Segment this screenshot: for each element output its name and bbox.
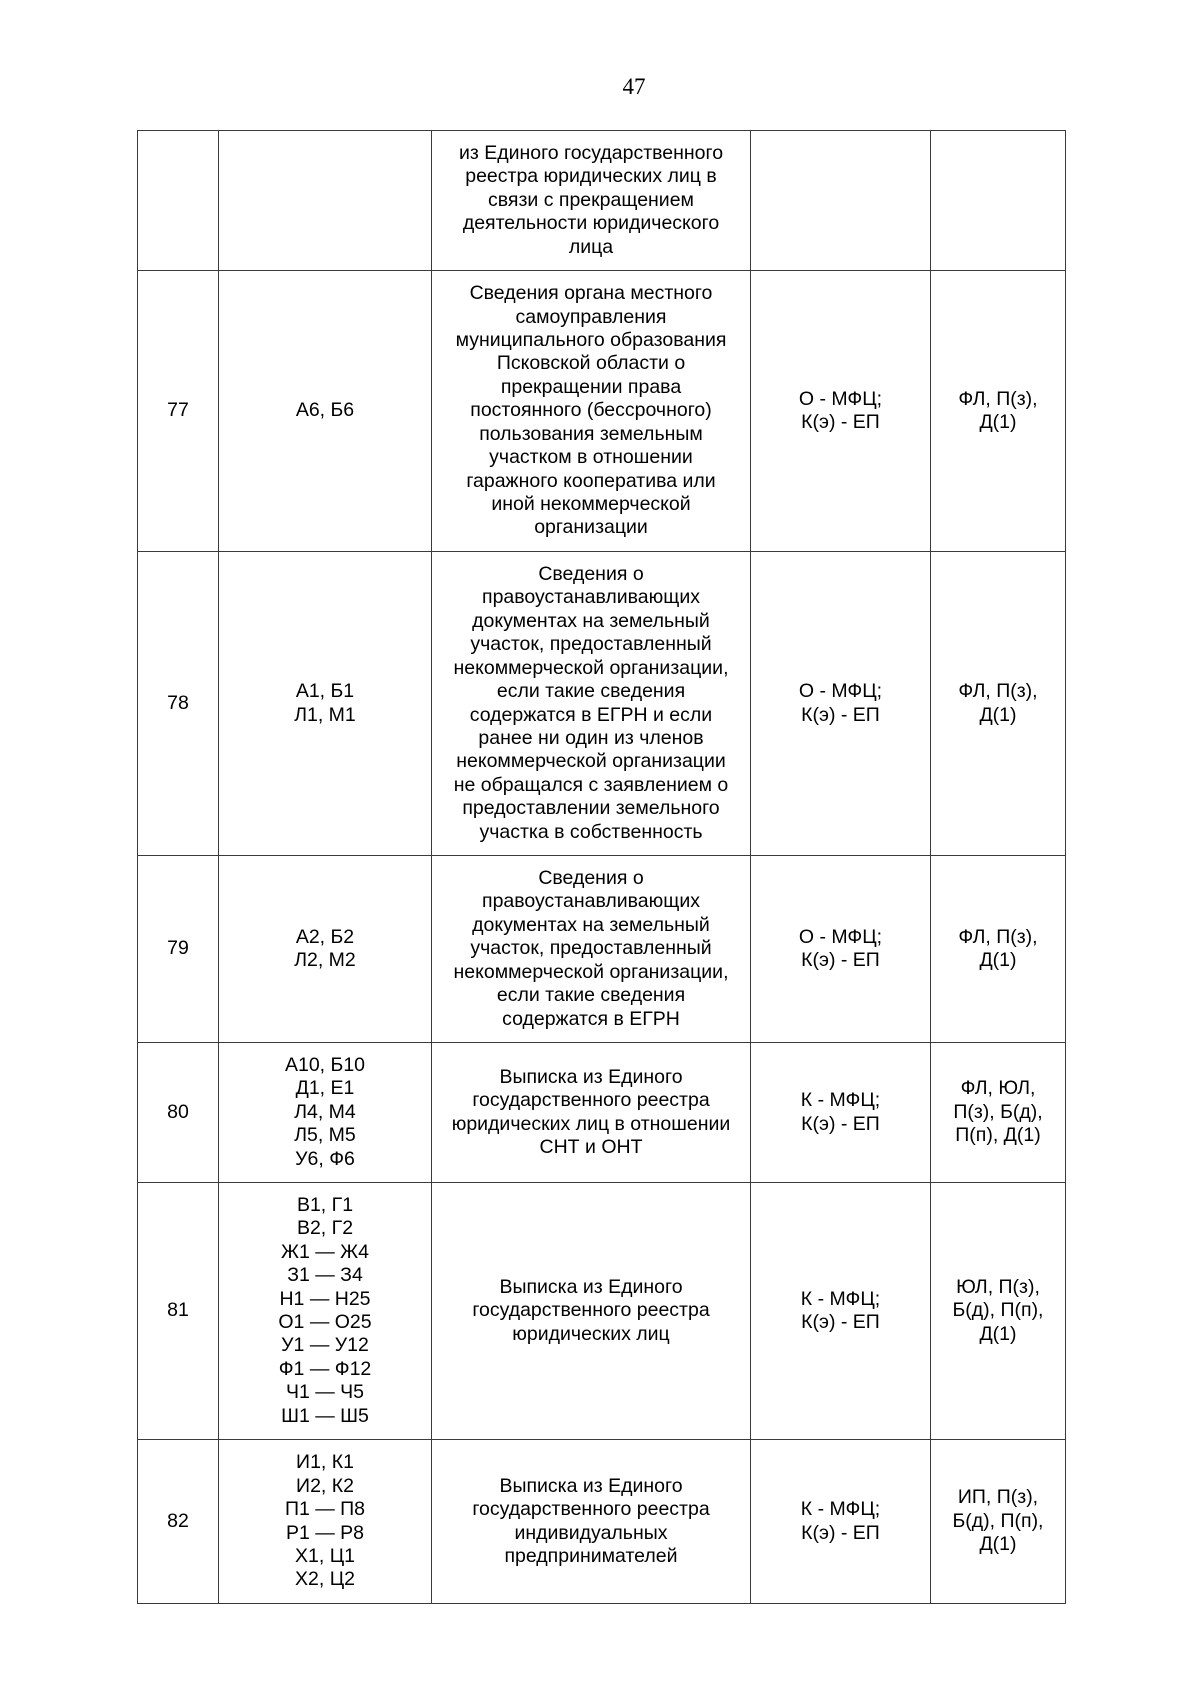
cell-line: участком в отношении	[489, 446, 693, 469]
cell-line: прекращении права	[500, 375, 682, 398]
applicants-cell	[931, 271, 1066, 552]
cell-line: К(э) - ЕП	[801, 1112, 880, 1135]
method-cell	[751, 552, 931, 856]
method-cell	[751, 1440, 931, 1604]
cell-line: В2, Г2	[296, 1217, 354, 1240]
cell-line: документах на земельный	[472, 913, 710, 936]
codes-cell	[219, 271, 432, 552]
cell-line: Ш1 — Ш5	[281, 1404, 369, 1427]
applicants-cell	[931, 856, 1066, 1043]
method-cell	[751, 131, 931, 271]
row-number-cell	[138, 856, 219, 1043]
cell-line: Псковской области о	[496, 352, 686, 375]
cell-line: ЮЛ, П(з),	[956, 1275, 1040, 1298]
cell-line: У6, Ф6	[295, 1147, 355, 1170]
cell-line: Ф1 — Ф12	[278, 1357, 372, 1380]
cell-line: организации	[534, 516, 648, 539]
cell-line: муниципального образования	[455, 329, 727, 352]
cell-line: З1 — З4	[287, 1264, 363, 1287]
cell-line: К(э) - ЕП	[801, 411, 880, 433]
cell-line: В1, Г1	[296, 1193, 354, 1216]
cell-line: К(э) - ЕП	[801, 1311, 880, 1333]
cell-line: предоставлении земельного	[462, 797, 720, 820]
method-cell	[751, 271, 931, 552]
cell-line: Х2, Ц2	[295, 1568, 355, 1591]
description-cell	[432, 131, 751, 271]
description-cell	[432, 856, 751, 1043]
cell-line: Д1, Е1	[295, 1077, 355, 1100]
cell-line: А1, Б1	[295, 680, 355, 703]
cell-line: некоммерческой организации,	[453, 960, 729, 983]
cell-line: Р1 — Р8	[285, 1521, 365, 1544]
cell-line: К(э) - ЕП	[801, 949, 880, 971]
cell-line: К(э) - ЕП	[801, 703, 880, 726]
cell-line: Л5, М5	[294, 1124, 356, 1147]
cell-line: правоустанавливающих	[482, 890, 700, 913]
cell-line: О - МФЦ;	[798, 680, 883, 703]
row-number-cell	[138, 131, 219, 271]
table-row	[138, 1440, 1066, 1604]
cell-line: О1 — О25	[278, 1311, 372, 1333]
cell-line: некоммерческой организации,	[453, 656, 729, 679]
cell-line: 79	[167, 937, 189, 960]
codes-cell	[219, 856, 432, 1043]
cell-line: самоуправления	[515, 305, 667, 328]
cell-line: постоянного (бессрочного)	[470, 399, 712, 422]
cell-line: 80	[167, 1100, 189, 1123]
cell-line: государственного реестра	[472, 1299, 710, 1322]
cell-line: А2, Б2	[295, 925, 355, 948]
table-row	[138, 1043, 1066, 1183]
cell-line: 78	[167, 691, 189, 714]
cell-line: пользования земельным	[479, 422, 703, 445]
cell-line: ФЛ, П(з),	[958, 925, 1038, 948]
cell-line: документах на земельный	[472, 609, 710, 632]
applicants-cell	[931, 1183, 1066, 1440]
cell-line: Ч1 — Ч5	[285, 1381, 365, 1404]
cell-line: А6, Б6	[295, 399, 355, 422]
cell-line: Д(1)	[979, 411, 1017, 433]
cell-line: Д(1)	[979, 703, 1017, 726]
codes-cell	[219, 1440, 432, 1604]
codes-cell	[219, 131, 432, 271]
cell-line: Х1, Ц1	[295, 1544, 355, 1567]
page-number: 47	[622, 74, 646, 99]
cell-line: К - МФЦ;	[800, 1089, 881, 1112]
cell-line: деятельности юридического	[462, 212, 720, 235]
method-cell	[751, 1183, 931, 1440]
method-cell	[751, 856, 931, 1043]
cell-line: Выписка из Единого	[499, 1275, 683, 1298]
table-row	[138, 856, 1066, 1043]
cell-line: Л2, М2	[294, 949, 356, 971]
cell-line: государственного реестра	[472, 1089, 710, 1112]
cell-line: гаражного кооператива или	[466, 469, 716, 492]
cell-line: государственного реестра	[472, 1498, 710, 1521]
row-number-cell	[138, 1043, 219, 1183]
description-cell	[432, 552, 751, 856]
cell-line: К - МФЦ;	[800, 1498, 881, 1521]
cell-line: П(п), Д(1)	[955, 1124, 1041, 1147]
cell-line: если такие сведения	[496, 680, 686, 703]
cell-line: ФЛ, П(з),	[958, 387, 1038, 410]
cell-line: реестра юридических лиц в	[465, 165, 717, 188]
cell-line: ФЛ, П(з),	[958, 680, 1038, 703]
cell-line: содержатся в ЕГРН и если	[469, 703, 713, 726]
cell-line: И2, К2	[296, 1474, 354, 1497]
table-row	[138, 1183, 1066, 1440]
description-cell	[432, 1440, 751, 1604]
cell-line: 81	[167, 1299, 189, 1322]
description-cell	[432, 1183, 751, 1440]
cell-line: 82	[167, 1509, 189, 1532]
cell-line: ранее ни один из членов	[478, 726, 704, 749]
cell-line: ИП, П(з),	[957, 1486, 1039, 1509]
cell-line: Выписка из Единого	[499, 1474, 683, 1497]
cell-line: участка в собственность	[479, 820, 703, 843]
cell-line: ФЛ, ЮЛ,	[960, 1077, 1036, 1100]
description-cell	[432, 271, 751, 552]
cell-line: Сведения органа местного	[469, 282, 713, 305]
table-row	[138, 131, 1066, 271]
cell-line: содержатся в ЕГРН	[502, 1007, 680, 1030]
cell-line: юридических лиц	[512, 1322, 670, 1345]
codes-cell	[219, 1043, 432, 1183]
cell-line: О - МФЦ;	[798, 925, 883, 948]
cell-line: 77	[167, 399, 189, 422]
cell-line: К - МФЦ;	[800, 1287, 881, 1310]
cell-line: связи с прекращением	[488, 188, 694, 211]
row-number-cell	[138, 271, 219, 552]
cell-line: не обращался с заявлением о	[453, 773, 729, 796]
cell-line: П(з), Б(д),	[953, 1100, 1043, 1123]
cell-line: СНТ и ОНТ	[539, 1135, 643, 1158]
applicants-cell	[931, 1043, 1066, 1183]
codes-cell	[219, 1183, 432, 1440]
cell-line: Д(1)	[979, 1533, 1017, 1556]
cell-line: некоммерческой организации	[456, 750, 726, 773]
cell-line: индивидуальных	[514, 1521, 668, 1544]
cell-line: О - МФЦ;	[798, 387, 883, 410]
row-number-cell	[138, 552, 219, 856]
cell-line: лица	[568, 235, 614, 258]
table-row	[138, 552, 1066, 856]
cell-line: если такие сведения	[496, 984, 686, 1007]
cell-line: К(э) - ЕП	[801, 1521, 880, 1544]
cell-line: И1, К1	[296, 1451, 354, 1474]
cell-line: Л4, М4	[294, 1100, 356, 1123]
cell-line: Д(1)	[979, 1322, 1017, 1345]
cell-line: П1 — П8	[284, 1498, 366, 1521]
applicants-cell	[931, 131, 1066, 271]
description-cell	[432, 1043, 751, 1183]
table-row	[138, 271, 1066, 552]
cell-line: Л1, М1	[294, 703, 356, 726]
applicants-cell	[931, 552, 1066, 856]
cell-line: предпринимателей	[504, 1544, 678, 1567]
cell-line: Н1 — Н25	[279, 1287, 371, 1310]
cell-line: Сведения о	[538, 563, 644, 586]
applicants-cell	[931, 1440, 1066, 1604]
codes-cell	[219, 552, 432, 856]
cell-line: правоустанавливающих	[482, 586, 700, 609]
cell-line: участок, предоставленный	[470, 937, 712, 960]
cell-line: Б(д), П(п),	[952, 1299, 1044, 1322]
cell-line: Ж1 — Ж4	[280, 1240, 370, 1263]
row-number-cell	[138, 1440, 219, 1604]
row-number-cell	[138, 1183, 219, 1440]
cell-line: Сведения о	[538, 867, 644, 890]
cell-line: Выписка из Единого	[499, 1065, 683, 1088]
cell-line: участок, предоставленный	[470, 633, 712, 656]
cell-line: Д(1)	[979, 949, 1017, 971]
cell-line: из Единого государственного	[458, 141, 724, 164]
cell-line: Б(д), П(п),	[952, 1509, 1044, 1532]
cell-line: У1 — У12	[281, 1334, 369, 1357]
registry-table	[137, 130, 1066, 1604]
cell-line: А10, Б10	[284, 1053, 366, 1076]
cell-line: юридических лиц в отношении	[451, 1112, 731, 1135]
cell-line: иной некоммерческой	[491, 492, 691, 515]
method-cell	[751, 1043, 931, 1183]
